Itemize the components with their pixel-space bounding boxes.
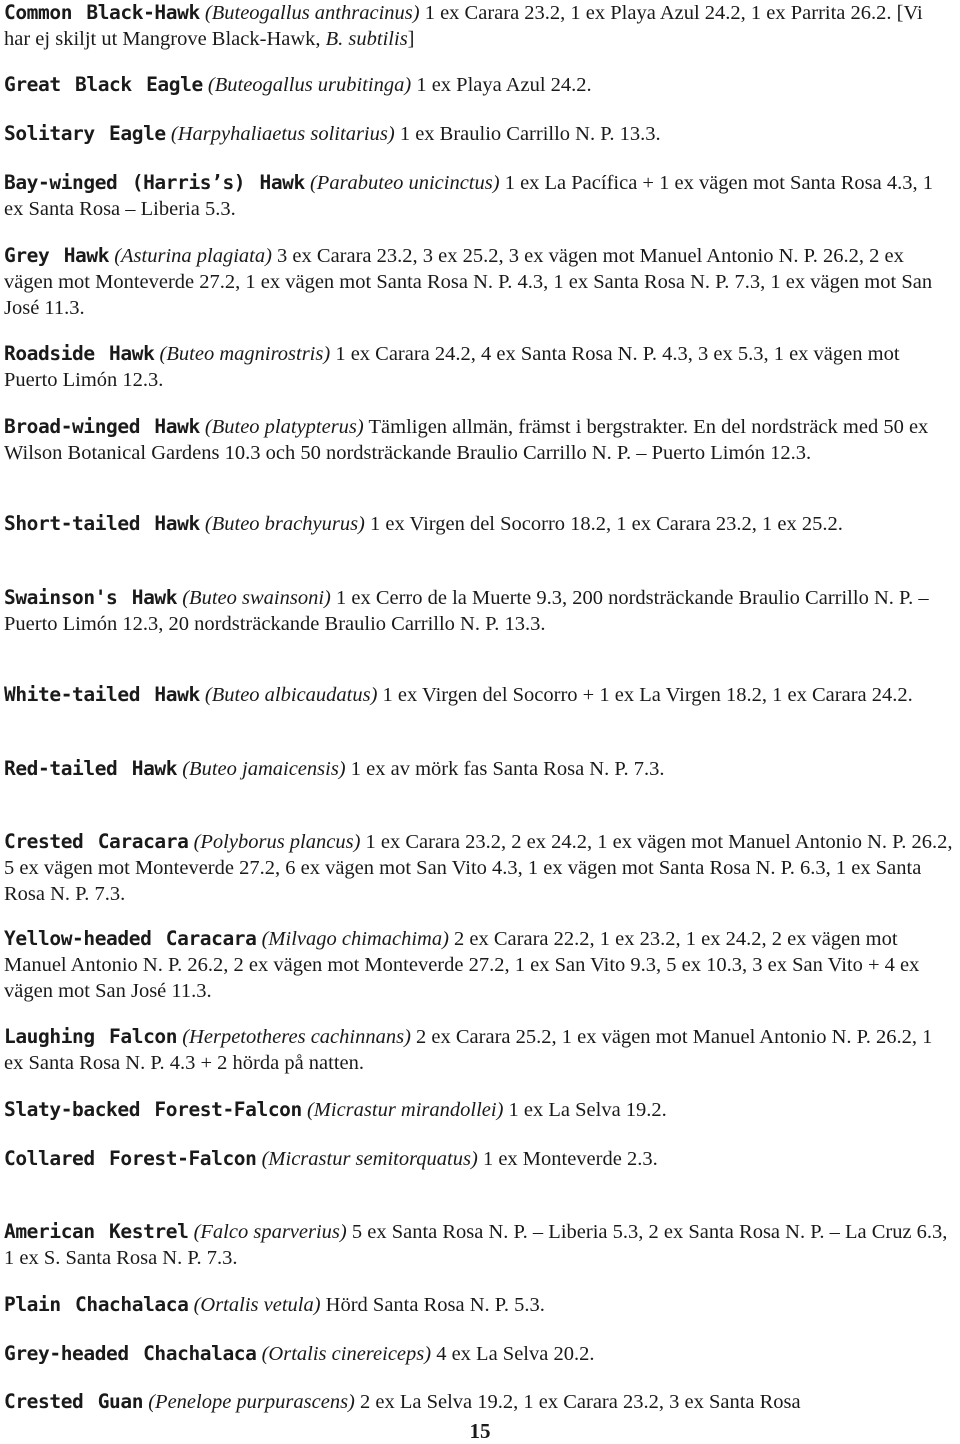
scientific-name: (Buteo jamaicensis): [182, 758, 346, 780]
scientific-name: (Ortalis cinereiceps): [261, 1343, 432, 1365]
scientific-name: (Polyborus plancus): [193, 831, 361, 853]
observation-text: 3 ex Carara 23.2, 3 ex 25.2, 3 ex vägen mot Manuel Antonio N. P. 26.2, 2 ex vägen mot Monteverde 27.2, 1 ex vägen mot Santa Rosa N. P. 4.3, 1 ex Santa Rosa N. P. 7.3, 1 ex vägen mot San José 11.3.: [4, 245, 933, 319]
species-entry: [4, 414, 954, 466]
species-entry: [4, 511, 954, 537]
scientific-name: (Micrastur semitorquatus): [261, 1148, 478, 1170]
observation-text: 1 ex Playa Azul 24.2.: [411, 74, 592, 96]
species-name: American Kestrel: [4, 1220, 189, 1243]
observation-text: 1 ex Virgen del Socorro 18.2, 1 ex Carara 23.2, 1 ex 25.2.: [364, 513, 843, 535]
scientific-name: (Buteogallus urubitinga): [207, 74, 412, 96]
species-entry: [4, 170, 954, 222]
species-name: White-tailed Hawk: [4, 683, 200, 706]
scientific-name: (Harpyhaliaetus solitarius): [170, 123, 395, 145]
species-name: Common Black-Hawk: [4, 1, 200, 24]
species-entry: [4, 1292, 954, 1318]
scientific-name: (Buteo platypterus): [204, 416, 364, 438]
species-entry: [4, 72, 954, 98]
species-entry: [4, 1341, 954, 1367]
species-entry: [4, 1024, 954, 1076]
species-name: Bay-winged (Harris’s) Hawk: [4, 171, 305, 194]
species-name: Swainson's Hawk: [4, 586, 178, 609]
species-name: Broad-winged Hawk: [4, 415, 200, 438]
species-name: Red-tailed Hawk: [4, 757, 178, 780]
species-name: Great Black Eagle: [4, 73, 203, 96]
observation-text: 4 ex La Selva 20.2.: [431, 1343, 595, 1365]
species-name: Solitary Eagle: [4, 122, 166, 145]
observation-text: 1 ex av mörk fas Santa Rosa N. P. 7.3.: [345, 758, 665, 780]
species-entry: [4, 585, 954, 637]
observation-text: 1 ex La Selva 19.2.: [503, 1099, 667, 1121]
species-entry: [4, 829, 954, 907]
scientific-name: (Penelope purpurascens): [148, 1391, 355, 1413]
species-entry: [4, 926, 954, 1004]
observation-text: 1 ex Cerro de la Muerte 9.3, 200 nordsträckande Braulio Carrillo N. P. – Puerto Limón 12.3, 20 nordsträckande Braulio Carrillo N. P. 13.3.: [4, 587, 929, 635]
observation-text: 2 ex Carara 25.2, 1 ex vägen mot Manuel Antonio N. P. 26.2, 1 ex Santa Rosa N. P. 4.3 + 2 hörda på natten.: [4, 1026, 933, 1074]
species-entry: [4, 0, 954, 52]
species-entry: [4, 243, 954, 321]
scientific-name: (Buteo albicaudatus): [204, 684, 378, 706]
observation-text: 2 ex Carara 22.2, 1 ex 23.2, 1 ex 24.2, 2 ex vägen mot Manuel Antonio N. P. 26.2, 2 ex vägen mot Monteverde 27.2, 1 ex San Vito 9.3, 5 ex 10.3, 3 ex San Vito + 4 ex vägen mot San José 11.3.: [4, 928, 920, 1002]
species-name: Plain Chachalaca: [4, 1293, 189, 1316]
species-entry: [4, 341, 954, 393]
species-entry: [4, 1097, 954, 1123]
observation-text: 1 ex La Pacífica + 1 ex vägen mot Santa Rosa 4.3, 1 ex Santa Rosa – Liberia 5.3.: [4, 172, 933, 220]
species-name: Grey-headed Chachalaca: [4, 1342, 257, 1365]
species-name: Collared Forest-Falcon: [4, 1147, 257, 1170]
observation-text: Hörd Santa Rosa N. P. 5.3.: [320, 1294, 545, 1316]
species-entry: [4, 1219, 954, 1271]
scientific-name: (Buteo swainsoni): [182, 587, 331, 609]
species-name: Roadside Hawk: [4, 342, 155, 365]
scientific-name: (Micrastur mirandollei): [306, 1099, 504, 1121]
species-entry: [4, 1146, 954, 1172]
species-entry: [4, 121, 954, 147]
observation-text: Tämligen allmän, främst i bergstrakter. En del nordsträck med 50 ex Wilson Botanical Gardens 10.3 och 50 nordsträckande Braulio Carrillo N. P. – Puerto Limón 12.3.: [4, 416, 929, 464]
observation-text: 1 ex Virgen del Socorro + 1 ex La Virgen 18.2, 1 ex Carara 24.2.: [377, 684, 913, 706]
observation-text: 5 ex Santa Rosa N. P. – Liberia 5.3, 2 ex Santa Rosa N. P. – La Cruz 6.3, 1 ex S. Santa Rosa N. P. 7.3.: [4, 1221, 948, 1269]
scientific-name: (Herpetotheres cachinnans): [182, 1026, 411, 1048]
scientific-name: (Falco sparverius): [193, 1221, 347, 1243]
scientific-name: (Asturina plagiata): [114, 245, 272, 267]
scientific-name-note: B. subtilis: [325, 28, 408, 50]
species-name: Grey Hawk: [4, 244, 110, 267]
species-entry: [4, 682, 954, 708]
scientific-name: (Buteo magnirostris): [159, 343, 331, 365]
scientific-name: (Buteo brachyurus): [204, 513, 365, 535]
scientific-name: (Parabuteo unicinctus): [309, 172, 500, 194]
observation-text: 1 ex Braulio Carrillo N. P. 13.3.: [394, 123, 661, 145]
species-name: Laughing Falcon: [4, 1025, 178, 1048]
observation-text: 1 ex Carara 24.2, 4 ex Santa Rosa N. P. 4.3, 3 ex 5.3, 1 ex vägen mot Puerto Limón 12.3.: [4, 343, 900, 391]
observation-text-end: ]: [407, 28, 415, 50]
species-name: Yellow-headed Caracara: [4, 927, 257, 950]
scientific-name: (Buteogallus anthracinus): [204, 2, 420, 24]
species-name: Crested Guan: [4, 1390, 144, 1413]
scientific-name: (Milvago chimachima): [261, 928, 449, 950]
species-entry: [4, 756, 954, 782]
scientific-name: (Ortalis vetula): [193, 1294, 321, 1316]
species-name: Short-tailed Hawk: [4, 512, 200, 535]
observation-text: 1 ex Carara 23.2, 1 ex Playa Azul 24.2, 1 ex Parrita 26.2. [Vi har ej skiljt ut Mangrove Black-Hawk,: [4, 2, 923, 50]
observation-text: 1 ex Monteverde 2.3.: [477, 1148, 658, 1170]
species-name: Crested Caracara: [4, 830, 189, 853]
species-name: Slaty-backed Forest-Falcon: [4, 1098, 302, 1121]
observation-text: 1 ex Carara 23.2, 2 ex 24.2, 1 ex vägen mot Manuel Antonio N. P. 26.2, 5 ex vägen mot Monteverde 27.2, 6 ex vägen mot San Vito 4.3, 1 ex vägen mot Santa Rosa N. P. 6.3, 1 ex Santa Rosa N. P. 7.3.: [4, 831, 953, 905]
observation-text: 2 ex La Selva 19.2, 1 ex Carara 23.2, 3 ex Santa Rosa: [354, 1391, 801, 1413]
page-number: 15: [469, 1419, 491, 1443]
species-entry: [4, 1389, 954, 1415]
